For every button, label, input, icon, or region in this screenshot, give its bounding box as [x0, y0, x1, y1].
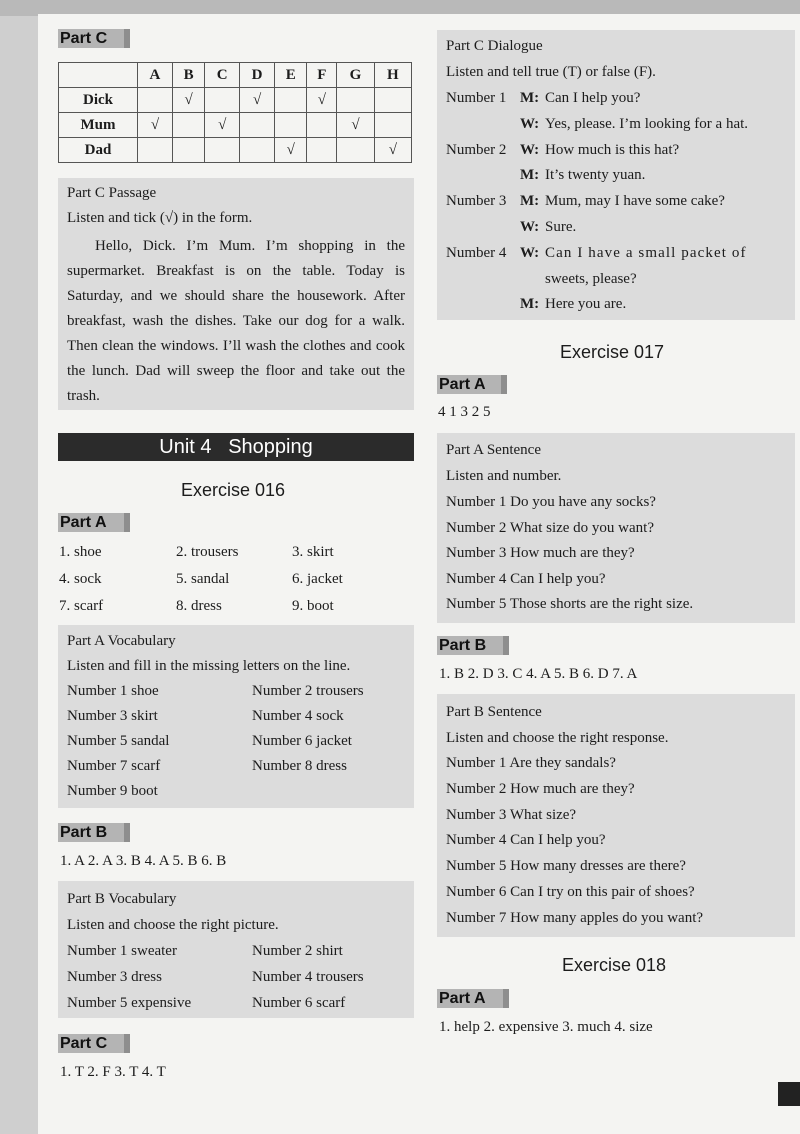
part-a-answer: 4. sock — [59, 571, 102, 587]
part-a-answer: 5. sandal — [176, 571, 230, 587]
part-b-017-label: Part B — [437, 636, 503, 655]
grid-cell — [205, 138, 240, 163]
grid-cell — [205, 88, 240, 113]
part-a-018-label: Part A — [437, 989, 503, 1008]
grid-cell: √ — [240, 88, 275, 113]
grid-header-cell: A — [138, 63, 173, 88]
sentence-b-box — [437, 694, 795, 937]
dialogue-speaker: M: — [520, 90, 540, 106]
vocab-b-item: Number 6 scarf — [252, 995, 346, 1011]
grid-cell — [172, 113, 204, 138]
dialogue-text: Mum, may I have some cake? — [545, 193, 725, 210]
vocab-a-item: Number 3 skirt — [67, 708, 158, 724]
dialogue-speaker: M: — [520, 193, 540, 210]
sentence-a-box — [437, 433, 795, 623]
exercise-017-title: Exercise 017 — [560, 342, 665, 362]
vocab-a-title: Part A Vocabulary — [67, 633, 176, 649]
part-a-017-answers: 4 1 3 2 5 — [438, 404, 491, 420]
vocab-a-instruction: Listen and fill in the missing letters on the line. — [67, 658, 351, 674]
vocab-b-item: Number 2 shirt — [252, 943, 343, 959]
grid-header-cell: F — [307, 63, 337, 88]
grid-header-cell: B — [172, 63, 204, 88]
vocab-a-item: Number 8 dress — [252, 758, 347, 774]
grid-cell — [172, 138, 204, 163]
answer-grid — [58, 62, 412, 163]
dialogue-speaker: W: — [520, 115, 540, 132]
part-a-answer: 1. shoe — [59, 544, 102, 560]
part-c-label: Part C — [58, 29, 124, 48]
sentence-b-item: Number 6 Can I try on this pair of shoes? — [446, 884, 695, 900]
part-b-answers: 1. A 2. A 3. B 4. A 5. B 6. B — [60, 853, 227, 869]
passage-instruction: Listen and tick (√) in the form. — [67, 210, 253, 226]
dialogue-text: Here you are. — [545, 296, 627, 313]
grid-header-cell — [59, 63, 138, 88]
part-a-answer: 6. jacket — [292, 571, 343, 587]
vocab-b-box — [58, 881, 414, 1018]
sentence-b-item: Number 5 How many dresses are there? — [446, 858, 686, 875]
dialogue-number: Number 4 — [446, 244, 507, 261]
vocab-a-item: Number 9 boot — [67, 783, 158, 799]
dialogue-text: Can I help you? — [545, 90, 641, 106]
grid-header-cell: D — [240, 63, 275, 88]
grid-cell — [275, 113, 307, 138]
vocab-a-item: Number 5 sandal — [67, 733, 170, 749]
part-c-bottom-label: Part C — [58, 1034, 124, 1053]
vocab-a-item: Number 4 sock — [252, 708, 344, 724]
exercise-018-title: Exercise 018 — [562, 955, 667, 975]
sentence-a-item: Number 5 Those shorts are the right size. — [446, 596, 694, 613]
vocab-b-item: Number 3 dress — [67, 969, 162, 985]
sentence-a-item: Number 3 How much are they? — [446, 545, 635, 562]
grid-row-name: Mum — [59, 113, 138, 138]
part-a-answer: 8. dress — [176, 598, 222, 614]
grid-header-cell: E — [275, 63, 307, 88]
grid-cell: √ — [275, 138, 307, 163]
grid-cell — [374, 113, 411, 138]
exercise-016-title: Exercise 016 — [181, 480, 286, 500]
vocab-b-item: Number 4 trousers — [252, 969, 364, 985]
grid-cell: √ — [337, 113, 374, 138]
sentence-b-instruction: Listen and choose the right response. — [446, 730, 669, 746]
part-c-answers: 1. T 2. F 3. T 4. T — [60, 1064, 166, 1080]
sentence-b-item: Number 2 How much are they? — [446, 780, 635, 797]
grid-cell — [138, 138, 173, 163]
part-b-017-answers: 1. B 2. D 3. C 4. A 5. B 6. D 7. A — [439, 666, 638, 682]
grid-row — [59, 138, 412, 163]
part-a-answer: 7. scarf — [59, 598, 104, 614]
sentence-b-item: Number 4 Can I help you? — [446, 832, 606, 849]
sentence-b-title: Part B Sentence — [446, 704, 542, 720]
vocab-a-item: Number 1 shoe — [67, 683, 159, 699]
passage-text: Hello, Dick. I’m Mum. I’m shopping in the supermarket. Breakfast is on the table. Today is Saturday, and we should share the housework. After breakfast, wash the dishes. Take our dog for a walk. Then clean the windows. I’ll wash the clothes and cook the lunch. Dad will sweep the floor and take out the trash. — [67, 238, 405, 404]
sentence-a-item: Number 2 What size do you want? — [446, 519, 655, 536]
grid-cell — [307, 113, 337, 138]
grid-header-cell: H — [374, 63, 411, 88]
vocab-b-item: Number 1 sweater — [67, 943, 177, 959]
unit-number: Unit 4 — [159, 436, 212, 458]
dialogue-instruction: Listen and tell true (T) or false (F). — [446, 64, 656, 80]
unit-name: Shopping — [228, 436, 313, 458]
dialogue-text: Sure. — [545, 219, 577, 235]
vocab-b-title: Part B Vocabulary — [67, 891, 177, 907]
dialogue-speaker: W: — [520, 244, 540, 261]
dialogue-text: sweets, please? — [545, 270, 637, 287]
part-a-017-label: Part A — [437, 375, 501, 394]
sentence-b-item: Number 7 How many apples do you want? — [446, 909, 704, 926]
vocab-b-item: Number 5 expensive — [67, 995, 192, 1011]
grid-cell — [337, 88, 374, 113]
dialogue-box — [437, 30, 795, 320]
sentence-a-instruction: Listen and number. — [446, 468, 562, 484]
grid-header-row — [59, 63, 412, 88]
dialogue-text: Can I have a small packet of — [545, 244, 747, 261]
grid-cell — [374, 88, 411, 113]
vocab-a-box — [58, 625, 414, 808]
vocab-a-item: Number 6 jacket — [252, 733, 352, 749]
page-number-tab — [778, 1082, 800, 1106]
part-a-answer: 3. skirt — [292, 544, 334, 560]
grid-cell — [138, 88, 173, 113]
dialogue-speaker: M: — [520, 296, 540, 313]
dialogue-number: Number 1 — [446, 90, 507, 106]
grid-row — [59, 88, 412, 113]
part-a-label: Part A — [58, 513, 124, 532]
part-a-answer: 2. trousers — [176, 544, 239, 560]
dialogue-number: Number 3 — [446, 193, 507, 210]
part-a-018-answers: 1. help 2. expensive 3. much 4. size — [439, 1019, 653, 1035]
sentence-a-item: Number 4 Can I help you? — [446, 570, 606, 587]
grid-header-cell: C — [205, 63, 240, 88]
unit-heading — [58, 433, 414, 461]
passage-box — [58, 178, 414, 410]
grid-cell — [275, 88, 307, 113]
grid-cell: √ — [205, 113, 240, 138]
sentence-a-title: Part A Sentence — [446, 442, 541, 458]
sentence-b-item: Number 1 Are they sandals? — [446, 755, 616, 771]
dialogue-number: Number 2 — [446, 141, 507, 158]
dialogue-text: Yes, please. I’m looking for a hat. — [545, 115, 749, 132]
grid-header-cell: G — [337, 63, 374, 88]
dialogue-speaker: W: — [520, 219, 540, 235]
dialogue-speaker: M: — [520, 167, 540, 184]
grid-row — [59, 113, 412, 138]
grid-row-name: Dick — [59, 88, 138, 113]
grid-cell — [307, 138, 337, 163]
part-b-label: Part B — [58, 823, 124, 842]
grid-cell: √ — [307, 88, 337, 113]
grid-cell: √ — [374, 138, 411, 163]
grid-cell — [240, 138, 275, 163]
vocab-a-item: Number 2 trousers — [252, 683, 364, 699]
grid-cell: √ — [138, 113, 173, 138]
dialogue-speaker: W: — [520, 141, 540, 158]
grid-cell — [337, 138, 374, 163]
grid-row-name: Dad — [59, 138, 138, 163]
vocab-b-instruction: Listen and choose the right picture. — [67, 917, 279, 933]
grid-cell: √ — [172, 88, 204, 113]
grid-cell — [240, 113, 275, 138]
sentence-a-item: Number 1 Do you have any socks? — [446, 494, 656, 510]
vocab-a-item: Number 7 scarf — [67, 758, 161, 774]
sentence-b-item: Number 3 What size? — [446, 806, 577, 823]
dialogue-text: It’s twenty yuan. — [545, 167, 646, 184]
passage-title: Part C Passage — [67, 185, 157, 201]
dialogue-text: How much is this hat? — [545, 141, 680, 158]
dialogue-title: Part C Dialogue — [446, 38, 543, 54]
part-a-answer: 9. boot — [292, 598, 334, 614]
